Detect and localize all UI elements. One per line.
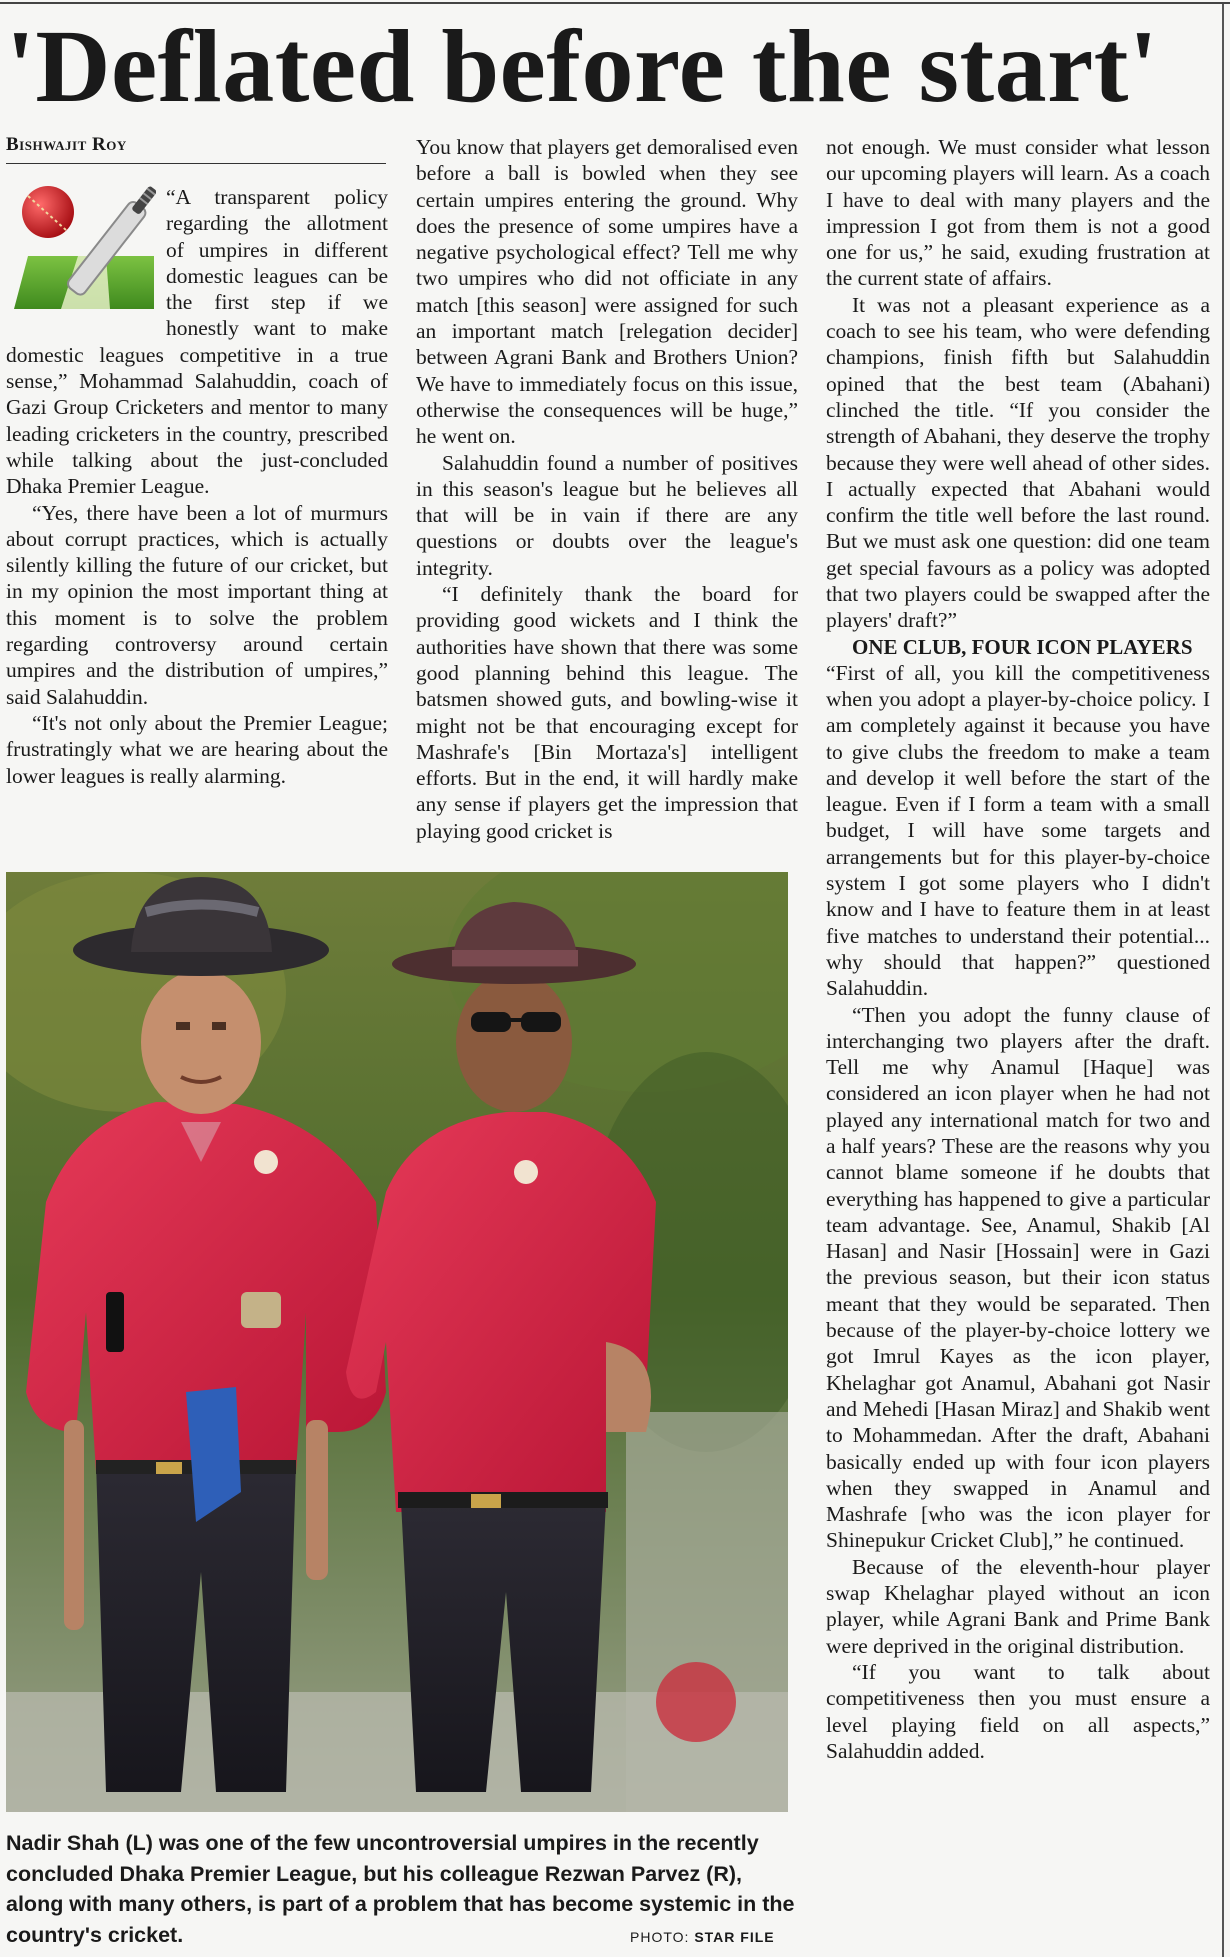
paragraph: Salahuddin found a number of positives in this season's league but he believes all that will be in vain if there are any questions or doubts over the league's integrity. [416, 450, 798, 580]
paragraph: “If you want to talk about competitiveness then you must ensure a level playing field on all aspects,” Salahuddin added. [826, 1659, 1210, 1763]
umpires-photo [6, 872, 788, 1812]
byline-rule [6, 163, 386, 164]
photo-credit [630, 1929, 775, 1945]
byline: Bishwajit Roy [6, 134, 127, 155]
paragraph: It was not a pleasant experience as a coach to see his team, who were defending champions, finish fifth but Salahuddin opined that the best team (Abahani) clinched the title. “If you consider the strength of Abahani, they deserve the trophy because they were well ahead of other sides. I actually expected that Abahani would confirm the title well before the last round. But we must ask one question: did one team get special favours as a policy was adopted that two players could be swapped after the players' draft?” [826, 292, 1210, 633]
paragraph: not enough. We must consider what lesson our upcoming players will learn. As a coach I have to deal with many players and the impression I got from them is not a good one for us,” he said, exuding frustration at the current state of affairs. [826, 135, 1210, 291]
right-rule [1222, 4, 1224, 1957]
paragraph: “I definitely thank the board for providing good wickets and I think the authorities have shown that there was some good planning behind this league. The batsmen showed guts, and bowling-wise it might not be that encouraging except for Mashrafe's [Bin Mortaza's] intelligent efforts. But in the end, it will hardly make any sense if players get the impression that playing good cricket is [416, 582, 798, 843]
cricket-ball-bat-icon [6, 184, 156, 312]
photo-caption: Nadir Shah (L) was one of the few uncontroversial umpires in the recently concluded Dhaka Premier League, but his colleague Rezwan Parvez (R), along with many others, is part of a problem that has become systemic in the country's cricket. [6, 1831, 795, 1947]
headline: 'Deflated before the start' [6, 9, 1159, 124]
article-column-2 [416, 134, 798, 852]
article-column-3 [826, 134, 1210, 1904]
paragraph: Because of the eleventh-hour player swap Khelaghar played without an icon player, while Agrani Bank and Prime Bank were deprived in the original distribution. [826, 1554, 1210, 1658]
paragraph: You know that players get demoralised even before a ball is bowled when they see certain umpires entering the ground. Why does the presence of some umpires have a negative psychological effect? Tell me why two umpires who did not officiate in any match [this season] were assigned for such an important match [relegation decider] between Agrani Bank and Brothers Union? We have to immediately focus on this issue, otherwise the consequences will be huge,” he went on. [416, 135, 798, 449]
paragraph: “Then you adopt the funny clause of interchanging two players after the draft. Tell me why Anamul [Haque] was considered an icon player when he had not played any international match for two and a half years? These are the reasons why you cannot blame someone if he doubts that everything has happened to give a particular team advantage. See, Anamul, Shakib [Al Hasan] and Nasir [Hossain] were in Gazi the previous season, but their icon status meant that they would be separated. Then because of the player-by-choice lottery we got Imrul Kayes as the icon player, Khelaghar got Anamul, Abahani got Nasir and Mehedi [Hasan Miraz] and Shakib went to Mohammedan. After the draft, Abahani basically ended up with four icon players when they swapped in Anamul and Mashrafe [who was the icon player for Shinepukur Cricket Club],” he continued. [826, 1002, 1210, 1553]
article-column-1 [6, 184, 388, 844]
paragraph: “Yes, there have been a lot of murmurs about corrupt practices, which is actually silently killing the future of our cricket, but in my opinion the most important thing at this moment is to solve the problem regarding controversy around certain umpires and the distribution of umpires,” said Salahuddin. [6, 500, 388, 709]
paragraph: “It's not only about the Premier League; frustratingly what we are hearing about the lower leagues is really alarming. [6, 710, 388, 788]
paragraph: “A transparent policy regarding the allotment of umpires in different domestic leagues can be the first step if we honestly want to make domestic leagues competitive in a true sense,” Mohammad Salahuddin, coach of Gazi Group Cricketers and mentor to many leading cricketers in the country, prescribed while talking about the just-concluded Dhaka Premier League. [6, 185, 388, 499]
photo-credit-label: PHOTO: [630, 1929, 690, 1945]
top-rule [0, 2, 1230, 4]
paragraph: “First of all, you kill the competitiveness when you adopt a player-by-choice policy. I am completely against it because you have to give clubs the freedom to make a team and develop it well before the start of the league. Even if I form a team with a small budget, I will have some targets and arrangements but for this player-by-choice system I got some players who I didn't know and I have to feature them in at least five matches to understand their potential... why should that happen?” questioned Salahuddin. [826, 660, 1210, 1001]
photo-credit-source: STAR FILE [694, 1929, 775, 1945]
subheading: ONE CLUB, FOUR ICON PLAYERS [852, 634, 1193, 659]
